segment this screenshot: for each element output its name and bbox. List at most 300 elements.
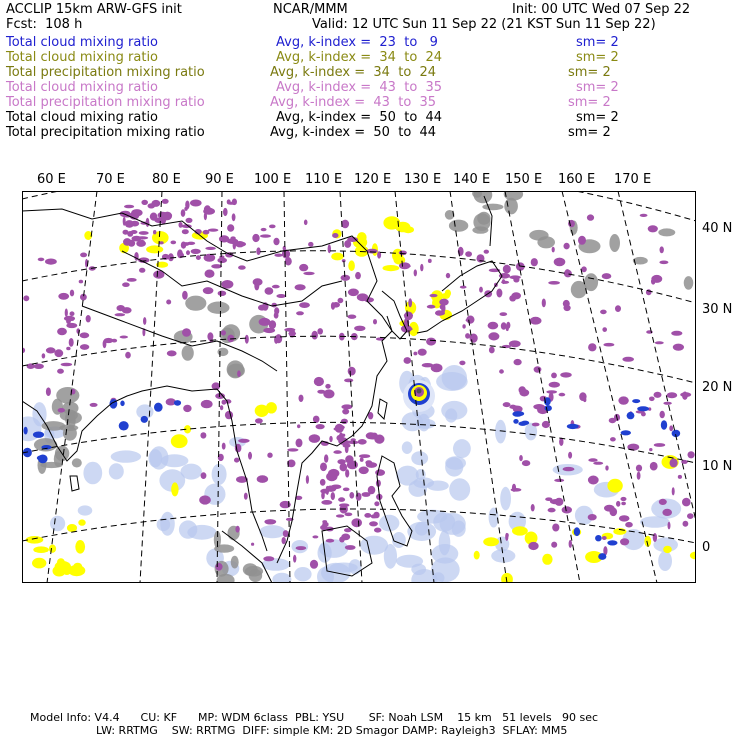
purple-cloud-patch bbox=[244, 493, 248, 500]
purple-cloud-patch bbox=[65, 309, 68, 317]
purple-cloud-patch bbox=[343, 488, 350, 492]
legend-sm: sm= 2 bbox=[568, 65, 611, 80]
yellow-cloud-patch bbox=[33, 546, 49, 553]
purple-cloud-patch bbox=[199, 495, 211, 504]
legend-name: Total cloud mixing ratio bbox=[6, 80, 159, 95]
purple-cloud-patch bbox=[532, 423, 540, 427]
purple-cloud-patch bbox=[326, 472, 337, 481]
yellow-cloud-patch bbox=[663, 546, 672, 553]
purple-cloud-patch bbox=[369, 521, 378, 526]
purple-cloud-patch bbox=[232, 199, 237, 206]
purple-cloud-patch bbox=[519, 455, 523, 461]
purple-cloud-patch bbox=[42, 353, 46, 358]
purple-cloud-patch bbox=[374, 528, 381, 533]
purple-cloud-patch bbox=[579, 392, 586, 401]
purple-cloud-patch bbox=[217, 258, 227, 263]
purple-cloud-patch bbox=[296, 546, 307, 550]
purple-cloud-patch bbox=[248, 452, 252, 460]
lat-label: 10 N bbox=[702, 459, 733, 474]
purple-cloud-patch bbox=[578, 236, 586, 245]
blue-cloud-patch bbox=[513, 419, 518, 424]
purple-cloud-patch bbox=[265, 287, 274, 294]
purple-cloud-patch bbox=[528, 542, 538, 550]
purple-cloud-patch bbox=[560, 372, 572, 377]
purple-cloud-patch bbox=[215, 563, 222, 571]
purple-cloud-patch bbox=[651, 278, 655, 284]
purple-cloud-patch bbox=[45, 259, 57, 265]
lat-label: 40 N bbox=[702, 221, 733, 236]
purple-cloud-patch bbox=[326, 539, 334, 543]
light-blue-cloud-patch bbox=[330, 563, 358, 573]
purple-cloud-patch bbox=[446, 273, 450, 278]
yellow-cloud-patch bbox=[255, 405, 269, 417]
purple-cloud-patch bbox=[124, 205, 134, 209]
yellow-cloud-patch bbox=[32, 558, 46, 569]
purple-cloud-patch bbox=[283, 530, 289, 537]
purple-cloud-patch bbox=[218, 291, 227, 296]
purple-cloud-patch bbox=[46, 347, 56, 353]
purple-cloud-patch bbox=[375, 469, 385, 476]
purple-cloud-patch bbox=[272, 285, 280, 289]
purple-cloud-patch bbox=[501, 322, 507, 330]
purple-cloud-patch bbox=[234, 458, 239, 463]
purple-cloud-patch bbox=[86, 315, 91, 322]
purple-cloud-patch bbox=[488, 322, 499, 330]
purple-cloud-patch bbox=[225, 411, 233, 419]
purple-cloud-patch bbox=[79, 280, 83, 284]
purple-cloud-patch bbox=[408, 298, 412, 307]
purple-cloud-patch bbox=[588, 514, 597, 520]
purple-cloud-patch bbox=[426, 338, 436, 346]
purple-cloud-patch bbox=[120, 336, 128, 339]
purple-cloud-patch bbox=[548, 281, 560, 285]
purple-cloud-patch bbox=[324, 454, 328, 462]
purple-cloud-patch bbox=[625, 522, 633, 528]
yellow-cloud-patch bbox=[607, 479, 622, 493]
purple-cloud-patch bbox=[328, 244, 331, 253]
purple-cloud-patch bbox=[267, 453, 272, 458]
purple-cloud-patch bbox=[196, 255, 201, 260]
legend-row bbox=[6, 65, 611, 80]
purple-cloud-patch bbox=[127, 278, 137, 282]
purple-cloud-patch bbox=[115, 313, 126, 316]
purple-cloud-patch bbox=[499, 369, 504, 373]
purple-cloud-patch bbox=[245, 335, 249, 344]
purple-cloud-patch bbox=[551, 373, 557, 379]
purple-cloud-patch bbox=[304, 220, 308, 226]
purple-cloud-patch bbox=[57, 328, 67, 335]
purple-cloud-patch bbox=[238, 439, 250, 443]
purple-cloud-patch bbox=[57, 369, 64, 374]
yellow-cloud-patch bbox=[67, 524, 77, 532]
light-blue-cloud-patch bbox=[78, 505, 93, 515]
yellow-cloud-patch bbox=[395, 222, 410, 233]
purple-cloud-patch bbox=[681, 460, 688, 464]
purple-cloud-patch bbox=[351, 518, 362, 527]
purple-cloud-patch bbox=[399, 251, 407, 256]
legend-name: Total precipitation mixing ratio bbox=[6, 125, 205, 140]
purple-cloud-patch bbox=[673, 344, 684, 351]
purple-cloud-patch bbox=[339, 503, 349, 507]
yellow-cloud-patch bbox=[445, 290, 451, 298]
blue-cloud-patch bbox=[24, 427, 28, 435]
purple-cloud-patch bbox=[548, 508, 556, 513]
purple-cloud-patch bbox=[260, 234, 271, 237]
purple-cloud-patch bbox=[459, 361, 465, 366]
purple-cloud-patch bbox=[257, 475, 268, 483]
purple-cloud-patch bbox=[221, 280, 233, 289]
legend-row bbox=[6, 125, 611, 140]
purple-cloud-patch bbox=[143, 317, 146, 325]
purple-cloud-patch bbox=[420, 264, 423, 271]
purple-cloud-patch bbox=[427, 305, 436, 309]
purple-cloud-patch bbox=[131, 209, 142, 216]
purple-cloud-patch bbox=[588, 476, 599, 485]
purple-cloud-patch bbox=[341, 275, 351, 281]
purple-cloud-patch bbox=[183, 405, 191, 412]
purple-cloud-patch bbox=[306, 475, 309, 484]
lon-label: 120 E bbox=[354, 172, 392, 187]
purple-cloud-patch bbox=[58, 408, 65, 413]
purple-cloud-patch bbox=[621, 497, 627, 501]
gray-cloud-patch bbox=[185, 296, 206, 311]
light-blue-cloud-patch bbox=[294, 567, 311, 581]
purple-cloud-patch bbox=[339, 537, 345, 543]
purple-cloud-patch bbox=[345, 469, 349, 477]
gray-cloud-patch bbox=[72, 458, 82, 467]
purple-cloud-patch bbox=[368, 486, 376, 494]
purple-cloud-patch bbox=[670, 458, 678, 467]
purple-cloud-patch bbox=[186, 218, 193, 223]
purple-cloud-patch bbox=[534, 366, 542, 372]
light-blue-cloud-patch bbox=[416, 419, 436, 429]
yellow-cloud-patch bbox=[146, 245, 163, 253]
purple-cloud-patch bbox=[320, 479, 326, 486]
purple-cloud-patch bbox=[139, 231, 149, 235]
yellow-cloud-patch bbox=[348, 260, 355, 271]
purple-cloud-patch bbox=[559, 393, 566, 397]
legend-name: Total cloud mixing ratio bbox=[6, 35, 159, 50]
light-blue-cloud-patch bbox=[489, 508, 499, 528]
center-label: NCAR/MMM bbox=[273, 2, 348, 17]
legend-sm: sm= 2 bbox=[576, 50, 619, 65]
purple-cloud-patch bbox=[616, 501, 620, 507]
purple-cloud-patch bbox=[310, 560, 318, 569]
purple-cloud-patch bbox=[506, 322, 510, 329]
purple-cloud-patch bbox=[80, 332, 90, 338]
purple-cloud-patch bbox=[282, 537, 286, 544]
purple-cloud-patch bbox=[334, 427, 344, 431]
purple-cloud-patch bbox=[418, 349, 427, 356]
purple-cloud-patch bbox=[203, 287, 214, 294]
purple-cloud-patch bbox=[671, 331, 682, 336]
purple-cloud-patch bbox=[70, 311, 75, 316]
light-blue-cloud-patch bbox=[445, 457, 463, 476]
purple-cloud-patch bbox=[414, 269, 417, 276]
purple-cloud-patch bbox=[274, 307, 279, 314]
blue-cloud-patch bbox=[518, 422, 527, 426]
lon-label: 110 E bbox=[305, 172, 343, 187]
light-blue-cloud-patch bbox=[440, 513, 466, 535]
purple-cloud-patch bbox=[322, 520, 327, 523]
legend-sm: sm= 2 bbox=[576, 110, 619, 125]
purple-cloud-patch bbox=[219, 235, 229, 242]
purple-cloud-patch bbox=[58, 293, 69, 300]
yellow-cloud-patch bbox=[171, 434, 188, 448]
legend-avg: Avg, k-index = 34 to 24 bbox=[276, 50, 443, 65]
legend-name: Total precipitation mixing ratio bbox=[6, 65, 205, 80]
purple-cloud-patch bbox=[588, 458, 597, 462]
purple-cloud-patch bbox=[190, 200, 202, 207]
purple-cloud-patch bbox=[620, 538, 629, 545]
purple-cloud-patch bbox=[338, 298, 344, 303]
forecast-hour: Fcst: 108 h bbox=[6, 17, 83, 32]
purple-cloud-patch bbox=[117, 305, 125, 311]
purple-cloud-patch bbox=[637, 472, 641, 480]
purple-cloud-patch bbox=[359, 467, 369, 475]
purple-cloud-patch bbox=[439, 299, 448, 306]
light-blue-cloud-patch bbox=[212, 464, 227, 485]
legend-avg: Avg, k-index = 50 to 44 bbox=[270, 125, 437, 140]
blue-cloud-patch bbox=[661, 420, 667, 430]
purple-cloud-patch bbox=[683, 521, 689, 527]
light-blue-cloud-patch bbox=[259, 525, 285, 538]
purple-cloud-patch bbox=[621, 502, 626, 505]
blue-cloud-patch bbox=[141, 416, 148, 423]
legend-row bbox=[6, 95, 611, 110]
purple-cloud-patch bbox=[660, 411, 665, 419]
yellow-cloud-patch bbox=[53, 565, 66, 576]
legend-row bbox=[6, 50, 619, 65]
purple-cloud-patch bbox=[314, 377, 324, 386]
light-blue-cloud-patch bbox=[500, 487, 511, 511]
purple-cloud-patch bbox=[70, 290, 74, 297]
purple-cloud-patch bbox=[530, 317, 542, 325]
gray-cloud-patch bbox=[217, 348, 228, 356]
blue-cloud-patch bbox=[545, 405, 552, 411]
blue-cloud-patch bbox=[627, 412, 635, 419]
purple-cloud-patch bbox=[254, 282, 259, 291]
purple-cloud-patch bbox=[90, 403, 98, 407]
purple-cloud-patch bbox=[326, 486, 336, 492]
purple-cloud-patch bbox=[61, 363, 73, 366]
gray-cloud-patch bbox=[684, 276, 694, 290]
light-blue-cloud-patch bbox=[109, 463, 124, 479]
purple-cloud-patch bbox=[230, 236, 235, 240]
purple-cloud-patch bbox=[357, 293, 368, 301]
purple-cloud-patch bbox=[371, 514, 378, 518]
gray-cloud-patch bbox=[609, 234, 620, 252]
gray-cloud-patch bbox=[231, 556, 239, 569]
light-blue-cloud-patch bbox=[50, 516, 65, 532]
purple-cloud-patch bbox=[404, 357, 412, 364]
purple-cloud-patch bbox=[238, 265, 246, 269]
gray-cloud-patch bbox=[63, 426, 77, 441]
lon-label: 160 E bbox=[558, 172, 596, 187]
purple-cloud-patch bbox=[299, 264, 308, 271]
purple-cloud-patch bbox=[274, 254, 282, 257]
light-blue-cloud-patch bbox=[402, 441, 413, 454]
purple-cloud-patch bbox=[211, 264, 222, 268]
purple-cloud-patch bbox=[150, 213, 158, 221]
purple-cloud-patch bbox=[669, 425, 673, 431]
legend-avg: Avg, k-index = 23 to 9 bbox=[276, 35, 438, 50]
blue-cloud-patch bbox=[33, 432, 44, 438]
purple-cloud-patch bbox=[496, 289, 502, 298]
purple-cloud-patch bbox=[234, 241, 246, 246]
purple-cloud-patch bbox=[287, 448, 298, 451]
purple-cloud-patch bbox=[587, 214, 594, 220]
purple-cloud-patch bbox=[655, 341, 664, 344]
purple-cloud-patch bbox=[46, 387, 51, 396]
purple-cloud-patch bbox=[660, 246, 664, 253]
purple-cloud-patch bbox=[208, 229, 219, 232]
purple-cloud-patch bbox=[588, 343, 596, 351]
purple-cloud-patch bbox=[682, 498, 691, 507]
purple-cloud-patch bbox=[309, 434, 320, 443]
purple-cloud-patch bbox=[610, 437, 616, 441]
purple-cloud-patch bbox=[296, 311, 304, 315]
purple-cloud-patch bbox=[662, 509, 672, 516]
purple-cloud-patch bbox=[296, 439, 303, 448]
purple-cloud-patch bbox=[148, 203, 156, 208]
purple-cloud-patch bbox=[531, 258, 538, 266]
purple-cloud-patch bbox=[605, 465, 608, 470]
legend-name: Total cloud mixing ratio bbox=[6, 50, 159, 65]
legend-avg: Avg, k-index = 43 to 35 bbox=[276, 80, 443, 95]
purple-cloud-patch bbox=[365, 460, 372, 464]
purple-cloud-patch bbox=[462, 324, 465, 328]
yellow-cloud-patch bbox=[57, 558, 65, 566]
legend-name: Total cloud mixing ratio bbox=[6, 110, 159, 125]
purple-cloud-patch bbox=[227, 199, 231, 204]
purple-cloud-patch bbox=[354, 326, 365, 331]
light-blue-cloud-patch bbox=[658, 551, 672, 571]
purple-cloud-patch bbox=[609, 418, 616, 423]
purple-cloud-patch bbox=[332, 233, 338, 238]
purple-cloud-patch bbox=[646, 289, 652, 295]
purple-cloud-patch bbox=[404, 312, 413, 321]
yellow-cloud-patch bbox=[75, 540, 85, 554]
light-blue-cloud-patch bbox=[83, 462, 102, 485]
gray-cloud-patch bbox=[482, 204, 503, 211]
blue-cloud-patch bbox=[567, 424, 579, 429]
purple-cloud-patch bbox=[273, 238, 279, 245]
light-blue-cloud-patch bbox=[396, 466, 418, 486]
purple-cloud-patch bbox=[653, 533, 657, 542]
purple-cloud-patch bbox=[200, 432, 206, 438]
blue-cloud-patch bbox=[512, 411, 522, 417]
purple-cloud-patch bbox=[259, 318, 271, 326]
purple-cloud-patch bbox=[66, 347, 70, 351]
lon-label: 140 E bbox=[453, 172, 491, 187]
purple-cloud-patch bbox=[344, 379, 353, 383]
purple-cloud-patch bbox=[552, 524, 559, 532]
purple-cloud-patch bbox=[263, 556, 274, 561]
legend-sm: sm= 2 bbox=[568, 95, 611, 110]
purple-cloud-patch bbox=[554, 479, 564, 482]
purple-cloud-patch bbox=[505, 533, 508, 541]
purple-cloud-patch bbox=[186, 250, 190, 255]
purple-cloud-patch bbox=[687, 513, 694, 519]
purple-cloud-patch bbox=[215, 393, 225, 399]
legend-sm: sm= 2 bbox=[568, 125, 611, 140]
purple-cloud-patch bbox=[345, 455, 353, 463]
purple-cloud-patch bbox=[321, 500, 332, 505]
purple-cloud-patch bbox=[688, 451, 695, 458]
purple-cloud-patch bbox=[325, 384, 330, 389]
purple-cloud-patch bbox=[223, 208, 228, 216]
blue-cloud-patch bbox=[120, 401, 124, 407]
purple-cloud-patch bbox=[565, 269, 570, 274]
purple-cloud-patch bbox=[552, 247, 555, 253]
purple-cloud-patch bbox=[511, 488, 522, 492]
purple-cloud-patch bbox=[153, 230, 156, 234]
purple-cloud-patch bbox=[184, 207, 187, 211]
gray-cloud-patch bbox=[658, 228, 675, 236]
purple-cloud-patch bbox=[182, 229, 189, 234]
purple-cloud-patch bbox=[500, 312, 508, 316]
purple-cloud-patch bbox=[466, 316, 474, 324]
light-blue-cloud-patch bbox=[396, 555, 423, 568]
purple-cloud-patch bbox=[509, 295, 516, 301]
purple-cloud-patch bbox=[261, 228, 267, 231]
light-blue-cloud-patch bbox=[411, 451, 428, 465]
purple-cloud-patch bbox=[317, 390, 325, 394]
purple-cloud-patch bbox=[182, 328, 191, 337]
purple-cloud-patch bbox=[514, 359, 522, 365]
purple-cloud-patch bbox=[654, 443, 666, 447]
purple-cloud-patch bbox=[162, 199, 169, 204]
blue-cloud-patch bbox=[598, 553, 606, 560]
purple-cloud-patch bbox=[183, 242, 190, 246]
legend-name: Total precipitation mixing ratio bbox=[6, 95, 205, 110]
purple-cloud-patch bbox=[158, 212, 168, 219]
purple-cloud-patch bbox=[341, 404, 352, 409]
purple-cloud-patch bbox=[332, 302, 340, 308]
purple-cloud-patch bbox=[299, 302, 310, 308]
purple-cloud-patch bbox=[488, 332, 499, 340]
purple-cloud-patch bbox=[313, 416, 320, 423]
purple-cloud-patch bbox=[554, 258, 566, 267]
legend-sm: sm= 2 bbox=[576, 35, 619, 50]
purple-cloud-patch bbox=[317, 328, 323, 334]
purple-cloud-patch bbox=[650, 462, 658, 471]
purple-cloud-patch bbox=[678, 475, 682, 479]
purple-cloud-patch bbox=[340, 463, 348, 471]
gray-cloud-patch bbox=[54, 451, 63, 467]
purple-cloud-patch bbox=[125, 352, 131, 359]
purple-cloud-patch bbox=[237, 370, 241, 377]
purple-cloud-patch bbox=[364, 513, 371, 518]
purple-cloud-patch bbox=[227, 224, 234, 232]
purple-cloud-patch bbox=[600, 310, 607, 315]
yellow-cloud-patch bbox=[26, 536, 44, 544]
lon-label: 170 E bbox=[614, 172, 652, 187]
light-blue-cloud-patch bbox=[379, 515, 399, 532]
purple-cloud-patch bbox=[618, 396, 628, 404]
gray-cloud-patch bbox=[537, 236, 555, 248]
blue-cloud-patch bbox=[119, 421, 129, 430]
gray-cloud-patch bbox=[449, 220, 468, 232]
purple-cloud-patch bbox=[204, 212, 207, 220]
purple-cloud-patch bbox=[141, 200, 148, 205]
purple-cloud-patch bbox=[331, 492, 335, 500]
purple-cloud-patch bbox=[479, 287, 483, 293]
purple-cloud-patch bbox=[428, 259, 432, 263]
purple-cloud-patch bbox=[345, 513, 353, 517]
lat-label: 20 N bbox=[702, 380, 733, 395]
